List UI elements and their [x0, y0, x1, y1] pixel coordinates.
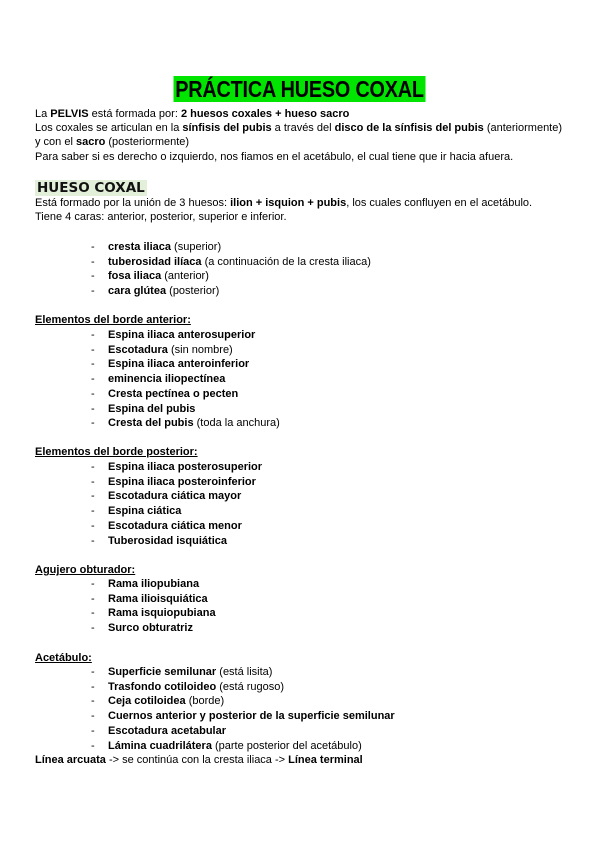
- dash-bullet: -: [91, 534, 95, 547]
- item-term: Rama iliopubiana: [108, 578, 200, 590]
- dash-bullet: -: [91, 666, 95, 678]
- dash-bullet: -: [91, 417, 95, 430]
- item-term: Tuberosidad isquiática: [108, 534, 227, 547]
- item-term: Espina iliaca posterosuperior: [108, 461, 263, 473]
- item-term: Espina iliaca anterosuperior: [108, 329, 256, 341]
- dash-bullet: -: [91, 724, 95, 737]
- item-note: (a continuación de la cresta iliaca): [201, 255, 371, 268]
- list-item: [91, 357, 280, 372]
- dash-bullet: -: [91, 592, 95, 605]
- dash-bullet: -: [91, 475, 95, 488]
- item-term: Lámina cuadrilátera: [108, 739, 212, 752]
- item-term: Superficie semilunar: [108, 666, 217, 678]
- dash-bullet: -: [91, 343, 95, 356]
- dash-bullet: -: [91, 358, 95, 371]
- item-term: cresta iliaca: [108, 241, 171, 253]
- list-item: [91, 534, 262, 549]
- item-term: Trasfondo cotiloideo: [108, 680, 217, 693]
- item-term: Escotadura acetabular: [108, 724, 226, 737]
- item-term: cara glútea: [108, 285, 167, 298]
- item-term: Cresta del pubis: [108, 417, 194, 430]
- item-note: (está rugoso): [216, 680, 285, 693]
- final-line: Línea arcuata -> se continúa con la cresta iliaca -> Línea terminal: [35, 754, 363, 766]
- dash-bullet: -: [91, 285, 95, 298]
- list-item: [91, 621, 216, 636]
- item-term: Espina iliaca posteroinferior: [108, 475, 256, 488]
- list-item: [91, 343, 280, 358]
- page-title: PRÁCTICA HUESO COXAL: [175, 76, 425, 102]
- dash-bullet: -: [91, 270, 95, 283]
- dash-bullet: -: [91, 710, 95, 723]
- item-note: (posterior): [166, 285, 220, 298]
- list-item: [91, 416, 280, 431]
- dash-bullet: -: [91, 373, 95, 386]
- agujero-obturador-list: [91, 577, 216, 636]
- list-item: [91, 680, 395, 695]
- item-note: (está lisita): [216, 666, 273, 678]
- list-item: [91, 592, 216, 607]
- dash-bullet: -: [91, 578, 95, 590]
- list-item: [91, 240, 371, 255]
- dash-bullet: -: [91, 680, 95, 693]
- heading-agujero-obturador: Agujero obturador:: [35, 564, 136, 576]
- list-item: [91, 460, 262, 475]
- list-item: [91, 372, 280, 387]
- item-term: Espina ciática: [108, 505, 182, 518]
- acetabulo-list: [91, 665, 395, 753]
- item-term: fosa iliaca: [108, 270, 162, 283]
- dash-bullet: -: [91, 622, 95, 635]
- list-item: [91, 255, 371, 270]
- dash-bullet: -: [91, 461, 95, 473]
- list-item: [91, 577, 216, 592]
- list-item: [91, 284, 371, 299]
- item-term: Ceja cotiloidea: [108, 695, 186, 708]
- list-item: [91, 606, 216, 621]
- list-item: [91, 269, 371, 284]
- list-item: [91, 665, 395, 680]
- dash-bullet: -: [91, 255, 95, 268]
- dash-bullet: -: [91, 739, 95, 752]
- list-item: [91, 694, 395, 709]
- dash-bullet: -: [91, 490, 95, 503]
- item-note: (sin nombre): [167, 343, 233, 356]
- hueso-coxal-line-1: Está formado por la unión de 3 huesos: ilion + isquion + pubis, los cuales confluyen en el acetábulo.: [35, 197, 533, 209]
- intro-line-4: Para saber si es derecho o izquierdo, nos fiamos en el acetábulo, el cual tiene que ir hacia afuera.: [35, 151, 514, 163]
- list-item: [91, 387, 280, 402]
- list-item: [91, 739, 395, 754]
- list-item: [91, 489, 262, 504]
- dash-bullet: -: [91, 505, 95, 518]
- dash-bullet: -: [91, 387, 95, 400]
- dash-bullet: -: [91, 519, 95, 532]
- borde-posterior-list: [91, 460, 262, 548]
- heading-borde-anterior: Elementos del borde anterior:: [35, 314, 191, 326]
- list-item: [91, 724, 395, 739]
- item-term: Espina iliaca anteroinferior: [108, 358, 250, 371]
- list-item: [91, 504, 262, 519]
- item-term: eminencia iliopectínea: [108, 373, 226, 386]
- dash-bullet: -: [91, 329, 95, 341]
- list-item: [91, 402, 280, 417]
- intro-line-1: La PELVIS está formada por: 2 huesos coxales + hueso sacro: [35, 108, 350, 120]
- item-term: Escotadura ciática menor: [108, 519, 242, 532]
- caras-list: [91, 240, 371, 299]
- item-term: Escotadura ciática mayor: [108, 490, 242, 503]
- item-note: (borde): [185, 695, 225, 708]
- dash-bullet: -: [91, 241, 95, 253]
- borde-anterior-list: [91, 328, 280, 431]
- dash-bullet: -: [91, 695, 95, 708]
- item-term: Cresta pectínea o pecten: [108, 387, 239, 400]
- item-term: tuberosidad ilíaca: [108, 255, 202, 268]
- section-heading-hueso-coxal: HUESO COXAL: [37, 180, 145, 196]
- item-term: Surco obturatriz: [108, 622, 193, 635]
- item-term: Escotadura: [108, 343, 168, 356]
- list-item: [91, 519, 262, 534]
- item-term: Rama isquiopubiana: [108, 607, 216, 620]
- item-term: Espina del pubis: [108, 402, 196, 415]
- item-term: Rama ilioisquiática: [108, 592, 208, 605]
- item-note: (anterior): [161, 270, 209, 283]
- title-wrap: [0, 76, 600, 102]
- item-note: (superior): [171, 241, 222, 253]
- heading-acetabulo: Acetábulo:: [35, 652, 92, 664]
- dash-bullet: -: [91, 402, 95, 415]
- heading-borde-posterior: Elementos del borde posterior:: [35, 446, 198, 458]
- intro-line-3: y con el sacro (posteriormente): [35, 136, 190, 148]
- dash-bullet: -: [91, 607, 95, 620]
- hueso-coxal-line-2: Tiene 4 caras: anterior, posterior, superior e inferior.: [35, 211, 287, 223]
- intro-line-2: Los coxales se articulan en la sínfisis del pubis a través del disco de la sínfisis del pubis (anteriormente): [35, 122, 563, 134]
- item-term: Cuernos anterior y posterior de la superficie semilunar: [108, 710, 395, 723]
- item-note: (toda la anchura): [193, 417, 280, 430]
- list-item: [91, 328, 280, 343]
- item-note: (parte posterior del acetábulo): [211, 739, 362, 752]
- list-item: [91, 475, 262, 490]
- list-item: [91, 709, 395, 724]
